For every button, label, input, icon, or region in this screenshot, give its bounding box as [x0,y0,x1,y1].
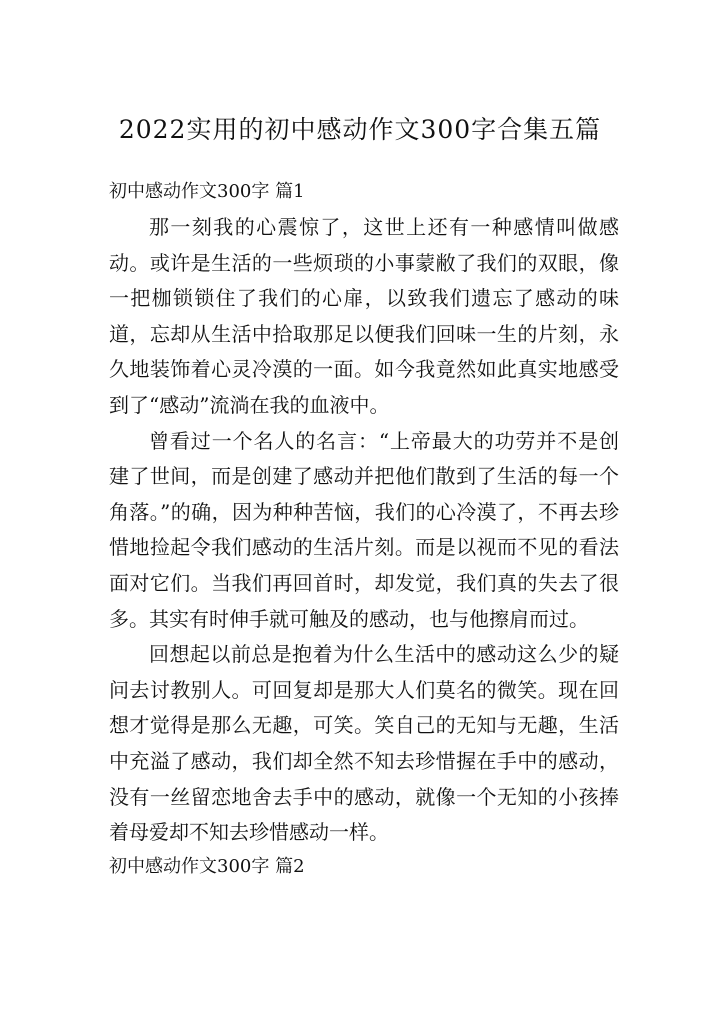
section-heading: 初中感动作文300字 篇2 [109,855,305,877]
document-title: 2022实用的初中感动作文300字合集五篇 [118,115,602,144]
section-heading: 初中感动作文300字 篇1 [109,181,305,202]
document-body [109,178,619,883]
paragraph: 曾看过一个名人的名言：“上帝最大的功劳并不是创建了世间，而是创建了感动并把他们散到了生活的每一个角落。”的确，因为种种苦恼，我们的心冷漠了，不再去珍惜地捡起令我们感动的生活片刻。而是以视而不见的看法面对它们。当我们再回首时，却发觉，我们真的失去了很多。其实有时伸手就可触及的感动，也与他擦肩而过。 [109,428,619,631]
paragraph: 那一刻我的心震惊了，这世上还有一种感情叫做感动。或许是生活的一些烦琐的小事蒙敝了我们的双眼，像一把枷锁锁住了我们的心扉，以致我们遗忘了感动的味道，忘却从生活中拾取那足以便我们回味一生的片刻，永久地装饰着心灵冷漠的一面。如今我竟然如此真实地感受到了“感动”流淌在我的血液中。 [109,215,619,417]
paragraph: 回想起以前总是抱着为什么生活中的感动这么少的疑问去讨教别人。可回复却是那大人们莫名的微笑。现在回想才觉得是那么无趣，可笑。笑自己的无知与无趣，生活中充溢了感动，我们却全然不知去珍惜握在手中的感动，没有一丝留恋地舍去手中的感动，就像一个无知的小孩捧着母爱却不知去珍惜感动一样。 [109,642,619,845]
